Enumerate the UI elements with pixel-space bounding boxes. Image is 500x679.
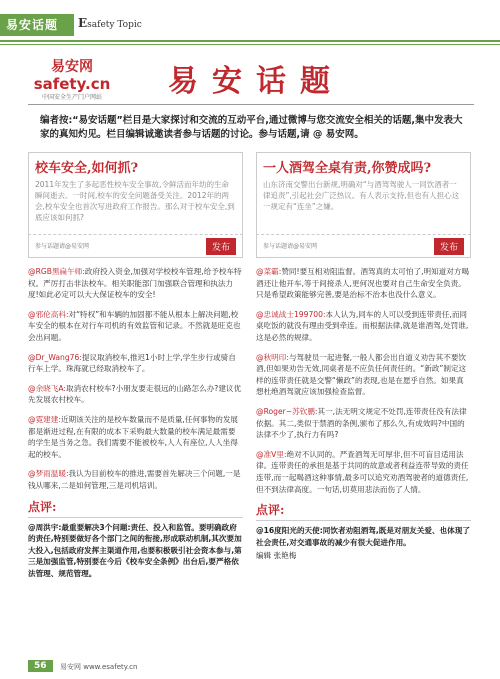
page-footer [0,658,500,679]
comment-user[interactable]: @邪伦高科: [28,309,69,319]
comment-user[interactable]: @梦雨温暖: [28,469,69,479]
title-rule [28,104,474,105]
comment: @Dr_Wang76:提议取消校车,推迟1小时上学,学生步行或骑自行车上学。珠海就已经取消校车了。 [28,352,236,374]
footer-site: 易安网 www.esafety.cn [60,663,138,671]
comment-user[interactable]: @Dr_Wang76: [28,352,82,362]
comment-user[interactable]: @霓建建: [28,414,61,424]
right-column [256,152,471,561]
topic-title: 一人酒驾全桌有责,你赞成吗? [263,161,432,176]
comment: @邪伦高科:对“特权”和车辆的加固都不能从根本上解决问题,校车安全的根本在对行车司机的有效监管和记录。不然就是旺克也会出问题。 [28,309,241,342]
topic-source: 参与话题请@易安网 [263,243,318,250]
comment: @梦雨温暖:我认为目前校车的推进,需要首先解决三个问题,一是钱从哪来,二是如何管理,三是司机培训。 [28,469,241,490]
topic-card-school-bus [28,152,243,234]
topic-source: 参与话题请@易安网 [35,243,90,250]
logo-name: 易安网 [51,59,93,75]
comment: @忠诚战士199700:本人认为,同车的人可以受到连带责任,而同桌吃饭的就没有理由受到牵连。而根据法律,就是谁酒驾,处罚谁,这是必然的规律。 [256,309,469,342]
page-number: 56 [28,660,53,672]
page-title: 易安话题 [168,64,344,99]
comment-user[interactable]: @准V里: [256,449,287,459]
editor-credit: 编辑 张艳梅 [256,551,297,561]
esafety-logo [28,56,116,106]
comment: @Roger~苏钦鹏:其一,法无明文规定不处罚,连带责任没有法律依据。其二,类似于禁酒的条例,颁布了那么久,有成效吗?中国的法律不少了,执行力有吗? [256,406,467,440]
comment-user[interactable]: @忠诚战士199700: [256,309,326,319]
comment-user[interactable]: @菜霸: [256,267,282,276]
topic-card-drunk-driving [256,152,471,234]
section-sublabel: Esafety Topic [78,16,142,30]
left-column [28,152,243,579]
comment: @秋明印:与驾驶员一起进餐,一般人都会出自道义劝告其不要饮酒,但如果劝告无效,同桌者是不应负任何责任的。“新政”制定这样的连带责任就是交警“懒政”的表现,也是在愿乎自然。如果真想杜绝酒驾就应该加强检查监督。 [256,352,467,397]
comment-user[interactable]: @Roger~苏钦鹏: [256,406,318,416]
comment: @准V里:绝对不认同的。严查酒驾无可厚非,但不可盲目适用法律。连带责任的承担是基于共同的故意或者利益连带导致的责任连带,而一起喝酒这种事情,最多可以追究劝酒驾驶者的道德责任,但不到法律高度。一句话,切莫用悲法而伤了人情。 [256,449,469,494]
header-rule [0,40,500,42]
comment-user[interactable]: @余晓飞A: [28,383,66,393]
page-header [0,0,500,45]
editor-note: 编者按:“易安话题”栏目是大家探讨和交流的互动平台,通过微博与您交流安全相关的话题,集中发表大家的真知灼见。栏目编辑诚邀读者参与话题的讨论。参与话题,请 @ 易安网。 [40,115,463,140]
topic-card-footer [28,234,243,258]
comment-user[interactable]: @秋明印: [256,352,289,362]
review-text: @16度阳光的天使:同饮者劝阻酒驾,既是对朋友关爱、也体现了社会责任,对交通事故的减少有很大促进作用。 [256,526,470,547]
comment-user[interactable]: @RGB黑扁午师: [28,267,85,276]
section-label: 易安话题 [0,14,74,36]
review-heading: 点评: [28,498,243,518]
topic-body: 山东济南交警出台新规,明确对“与酒驾驾驶人一同饮酒者一律追责”,引起社会广泛热议。有人表示支持,但也有人担心这一规定有“连坐”之嫌。 [263,180,460,211]
topic-card-footer [256,234,471,258]
topic-title: 校车安全,如何抓? [35,161,139,176]
post-button[interactable]: 发布 [434,238,464,255]
comment: @霓建建:近期该关注的是校车数量而不是质量,任何事物的发展都是渐进过程,在有限的成本下采购最大数量的校车满足最需要的学生是当务之急。我们需要不能被校车,人人有座位,人人坐得起的校车。 [28,414,239,459]
logo-tagline: 中国安全生产门户网站 [41,94,102,101]
comment: @菜霸:赞同!要互相劝阻监督。酒驾真的太可怕了,明知道对方喝酒还让他开车,等于间接杀人,更何况也要对自己生命安全负责。只是希望政策能够完善,要是治标不治本也没什么意义。 [256,267,470,300]
logo-domain: safety.cn [33,75,111,93]
review-text: @周洪宇:最重要解决3个问题:责任、投入和监管。要明确政府的责任,特别要做好各个部门之间的衔接,形成联动机制,其次要加大投入,包括政府发挥主渠道作用,也要积极吸引社会资本参与,第三是加强监管,特别要在今后《校车安全条例》出台后,要严格依法管理、规范管理。 [28,522,242,578]
review-heading: 点评: [256,501,471,521]
comment: @余晓飞A:取消农村校车?小朋友要走很远的山路怎么办?建议优先发展农村校车。 [28,383,242,405]
topic-body: 2011年发生了多起恶性校车安全事故,令鲜活而年幼的生命瞬间逝去。一时间,校车的安全问题备受关注。2012年的两会,校车安全也首次写进政府工作报告。那么对于校车安全,到底应该如何抓? [35,180,235,222]
comment: @RGB黑扁午师:政府投入资金,加强对学校校车管理,给予校车特权。严厉打击非法校车。相关职能部门加强联合管理和执法力度!如此必定可以大大保证校车的安全! [28,267,242,300]
post-button[interactable]: 发布 [206,238,236,255]
